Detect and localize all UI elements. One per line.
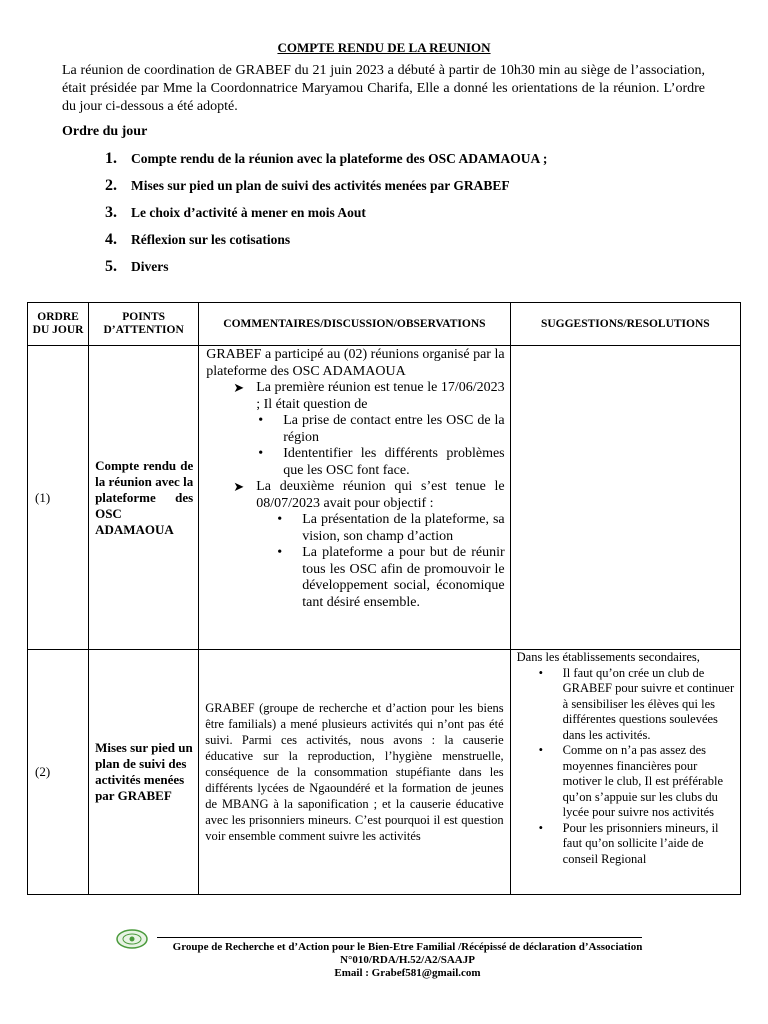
row-suggestion [510,346,740,650]
comment-intro: GRABEF a participé au (02) réunions organisé par la plateforme des OSC ADAMAOUA [206,347,505,379]
agenda-list [105,148,547,283]
grabef-logo-icon [113,928,151,950]
footer-registration: N°010/RDA/H.52/A2/SAAJP [340,954,475,966]
dot-bullet-icon: • [538,665,544,680]
document-title: COMPTE RENDU DE LA REUNION [277,40,491,55]
row-comment [199,346,510,650]
suggestion-bullet: • Pour les prisonniers mineurs, il faut qu’on sollicite l’aide de conseil Regional [538,820,719,866]
row-number: (1) [28,346,89,650]
dot-bullet-icon: • [258,413,264,428]
comment-bullet: • La plateforme a pour but de réunir tous les OSC afin de promouvoir le développement social, économique tant désiré ensemble. [277,545,505,610]
suggestion-bullet: • Il faut qu’on crée un club de GRABEF pour suivre et continuer à sensibiliser les élèves qui les différentes questions soulevées dans les activités. [538,665,735,742]
row-point: Compte rendu de la réunion avec la plateforme des OSC ADAMAOUA [89,346,199,650]
agenda-item: 2. Mises sur pied un plan de suivi des activités menées par GRABEF [105,177,510,194]
table-row [28,650,741,895]
suggestion-bullet: • Comme on n’a pas assez des moyennes financières pour motiver le club, Il est préférable qu’on s’appuie sur les clubs du lycée pour suivre nos activités [538,743,723,819]
minutes-table [27,302,741,895]
agenda-item: 3. Le choix d’activité à mener en mois Aout [105,204,366,221]
dot-bullet-icon: • [277,512,283,527]
table-row [28,346,741,650]
table-header-row [28,303,741,346]
footer-email: Email : Grabef581@gmail.com [334,967,481,979]
comment-arrow-item: ➤ La deuxième réunion qui s’est tenue le 08/07/2023 avait pour objectif : [233,479,505,511]
comment-bullet: • La prise de contact entre les OSC de la région [258,413,505,445]
agenda-item: 5. Divers [105,258,169,275]
row-number: (2) [28,650,89,895]
dot-bullet-icon: • [277,545,283,560]
dot-bullet-icon: • [538,743,544,757]
suggestion-intro: Dans les établissements secondaires, [516,650,700,664]
header-commentaires: COMMENTAIRES/DISCUSSION/OBSERVATIONS [199,303,510,346]
dot-bullet-icon: • [538,820,544,835]
agenda-item: 1. Compte rendu de la réunion avec la plateforme des OSC ADAMAOUA ; [105,150,548,167]
header-points: POINTS D’ATTENTION [89,303,199,346]
header-ordre: ORDRE DU JOUR [28,303,89,346]
row-comment: GRABEF (groupe de recherche et d’action pour les biens être familials) a mené plusieurs activités qui n’ont pas été suivi. Parmi ces activités, nous avons : la causerie éducative sur la reproduction, l’hygiène menstruelle, conséquence de la consommation stupéfiante dans les différents lycées de Ngaoundéré et la formation de jeunes de MBANG à la saponification ; et la causerie éducative avec les prisonniers mineurs. C’est pourquoi il est question voir ensemble comment suivre les activités [199,650,510,895]
row-point: Mises sur pied un plan de suivi des activités menées par GRABEF [89,650,199,895]
arrow-bullet-icon: ➤ [233,380,245,395]
dot-bullet-icon: • [258,446,264,461]
agenda-item: 4. Réflexion sur les cotisations [105,231,291,248]
footer-divider [157,937,642,938]
agenda-heading: Ordre du jour [62,124,148,139]
comment-bullet: • La présentation de la plateforme, sa vision, son champ d’action [277,512,505,544]
comment-arrow-item: ➤ La première réunion est tenue le 17/06/2023 ; Il était question de [233,380,505,412]
intro-paragraph: La réunion de coordination de GRABEF du 21 juin 2023 a débuté à partir de 10h30 min au siège de l’association, était présidée par Mme la Coordonnatrice Maryamou Charifa, Elle a donné les orientations de la réunion. L’ordre du jour ci-dessous a été adopté. [62,63,705,114]
arrow-bullet-icon: ➤ [233,479,245,494]
footer-organisation: Groupe de Recherche et d’Action pour le Bien-Etre Familial /Récépissé de déclaration d’Association [172,941,643,953]
header-suggestions: SUGGESTIONS/RESOLUTIONS [510,303,740,346]
comment-bullet: • Idententifier les différents problèmes que les OSC font face. [258,446,505,478]
row-suggestion [510,650,740,895]
footer [150,941,665,980]
